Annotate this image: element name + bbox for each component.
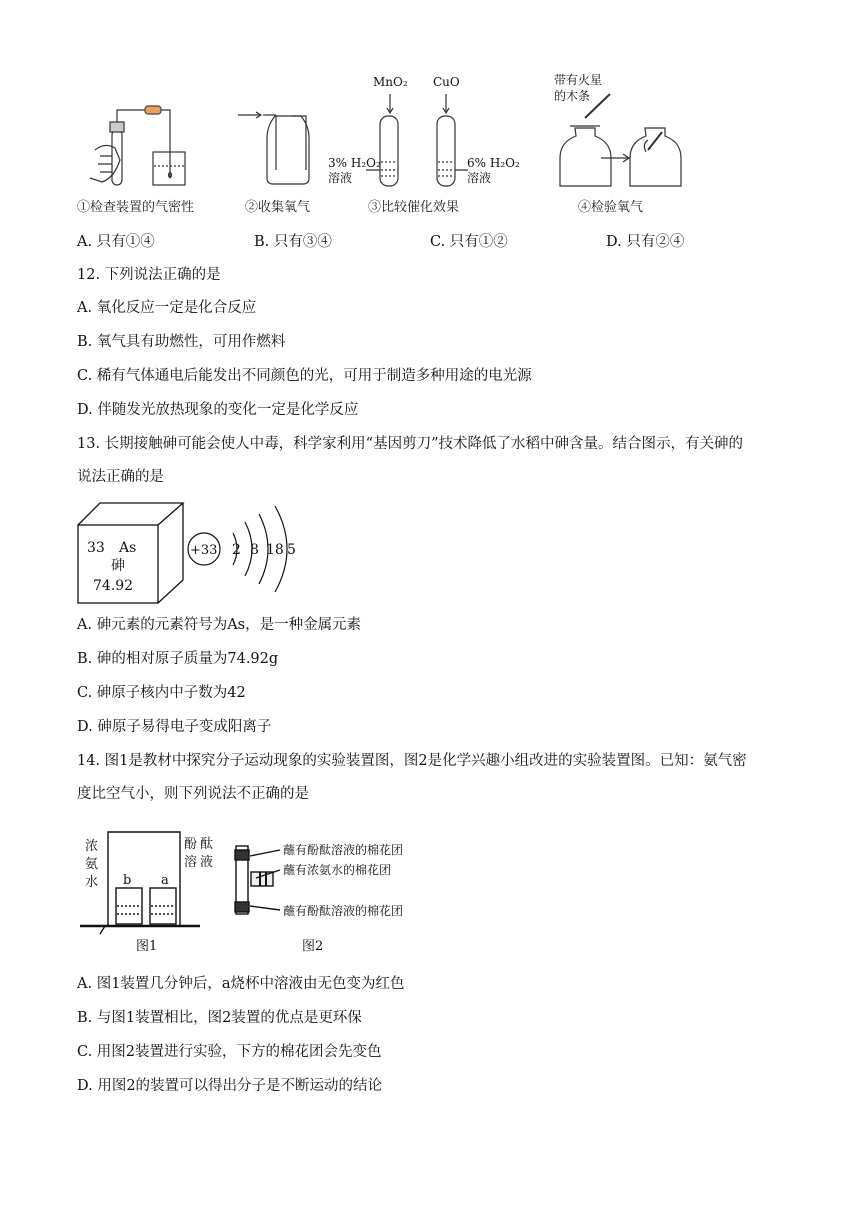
fig2-label-3: 蘸有酚酞溶液的棉花团 bbox=[283, 904, 404, 918]
wood-stick-label-1: 带有火星 bbox=[554, 73, 603, 87]
figure-2-apparatus bbox=[235, 846, 280, 914]
q13-option-c: C. 砷原子核内中子数为42 bbox=[77, 685, 246, 701]
q14-option-b: B. 与图1装置相比，图2装置的优点是更环保 bbox=[77, 1010, 362, 1026]
figure-test-oxygen bbox=[560, 94, 681, 186]
shell-4: 5 bbox=[287, 542, 296, 558]
element-mass: 74.92 bbox=[93, 578, 134, 594]
q14-option-a: A. 图1装置几分钟后，a烧杯中溶液由无色变为红色 bbox=[77, 976, 405, 992]
q13-option-a: A. 砷元素的元素符号为As，是一种金属元素 bbox=[77, 617, 362, 633]
q14-stem-2: 度比空气小，则下列说法不正确的是 bbox=[77, 786, 309, 802]
fig1-left-label-1: 浓 bbox=[85, 839, 99, 854]
q13-option-b: B. 砷的相对原子质量为74.92g bbox=[77, 651, 279, 667]
mno2-label: MnO₂ bbox=[373, 75, 408, 89]
figure-collect-oxygen bbox=[238, 112, 309, 184]
fig1-right-label-4: 液 bbox=[200, 855, 214, 870]
h2o2-6-label-line2: 溶液 bbox=[467, 171, 492, 185]
element-name: 砷 bbox=[111, 558, 125, 574]
q13-figure bbox=[75, 500, 305, 610]
fig1-right-label-2: 酞 bbox=[200, 837, 214, 852]
h2o2-3-label: 3% H₂O₂ bbox=[328, 156, 381, 170]
element-number: 33 bbox=[87, 540, 105, 556]
fig2-label-2: 蘸有浓氨水的棉花团 bbox=[283, 863, 392, 877]
element-symbol: As bbox=[119, 540, 137, 556]
fig1-left-label-2: 氨 bbox=[85, 857, 99, 872]
fig-caption-1: ①检查装置的气密性 bbox=[77, 200, 195, 215]
q12-option-a: A. 氧化反应一定是化合反应 bbox=[77, 300, 257, 316]
shell-1: 2 bbox=[232, 542, 241, 558]
beaker-a: a bbox=[161, 873, 169, 888]
q13-option-d: D. 砷原子易得电子变成阳离子 bbox=[77, 719, 272, 735]
q14-figure bbox=[80, 826, 410, 956]
beaker-b: b bbox=[123, 873, 132, 888]
fig-caption-2: ②收集氧气 bbox=[245, 200, 311, 215]
q11-figures bbox=[70, 70, 690, 195]
fig1-caption: 图1 bbox=[136, 939, 158, 954]
q11-option-b: B. 只有③④ bbox=[254, 234, 332, 250]
figure-catalyst-comparison bbox=[366, 94, 468, 186]
wood-stick-label-2: 的木条 bbox=[554, 89, 591, 103]
q12-option-d: D. 伴随发光放热现象的变化一定是化学反应 bbox=[77, 402, 359, 418]
fig-caption-3: ③比较催化效果 bbox=[368, 200, 460, 215]
q12-option-b: B. 氧气具有助燃性，可用作燃料 bbox=[77, 334, 286, 350]
q14-option-c: C. 用图2装置进行实验，下方的棉花团会先变色 bbox=[77, 1044, 382, 1060]
fig1-left-label-3: 水 bbox=[85, 875, 99, 890]
fig1-right-label-3: 溶 bbox=[184, 855, 198, 870]
q11-option-c: C. 只有①② bbox=[430, 234, 508, 250]
shell-2: 8 bbox=[250, 542, 259, 558]
q14-stem-1: 14. 图1是教材中探究分子运动现象的实验装置图，图2是化学兴趣小组改进的实验装置图。已知：氨气密 bbox=[77, 753, 747, 769]
q14-option-d: D. 用图2的装置可以得出分子是不断运动的结论 bbox=[77, 1078, 383, 1094]
cuo-label: CuO bbox=[433, 75, 460, 89]
h2o2-6-label: 6% H₂O₂ bbox=[467, 156, 520, 170]
q12-option-c: C. 稀有气体通电后能发出不同颜色的光，可用于制造多种用途的电光源 bbox=[77, 368, 532, 384]
q11-option-d: D. 只有②④ bbox=[606, 234, 685, 250]
fig2-label-1: 蘸有酚酞溶液的棉花团 bbox=[283, 843, 404, 857]
fig-caption-4: ④检验氧气 bbox=[578, 200, 644, 215]
q13-stem-2: 说法正确的是 bbox=[77, 469, 164, 485]
figure-gas-tightness bbox=[90, 106, 185, 185]
shell-3: 18 bbox=[266, 542, 284, 558]
fig1-right-label-1: 酚 bbox=[184, 837, 198, 852]
h2o2-3-label-line2: 溶液 bbox=[328, 171, 353, 185]
q11-option-a: A. 只有①④ bbox=[77, 234, 155, 250]
fig2-caption: 图2 bbox=[302, 939, 324, 954]
q12-stem: 12. 下列说法正确的是 bbox=[77, 267, 221, 283]
q13-stem-1: 13. 长期接触砷可能会使人中毒，科学家利用“基因剪刀”技术降低了水稻中砷含量。结合图示，有关砷的 bbox=[77, 436, 743, 452]
nucleus-charge: +33 bbox=[190, 543, 218, 558]
